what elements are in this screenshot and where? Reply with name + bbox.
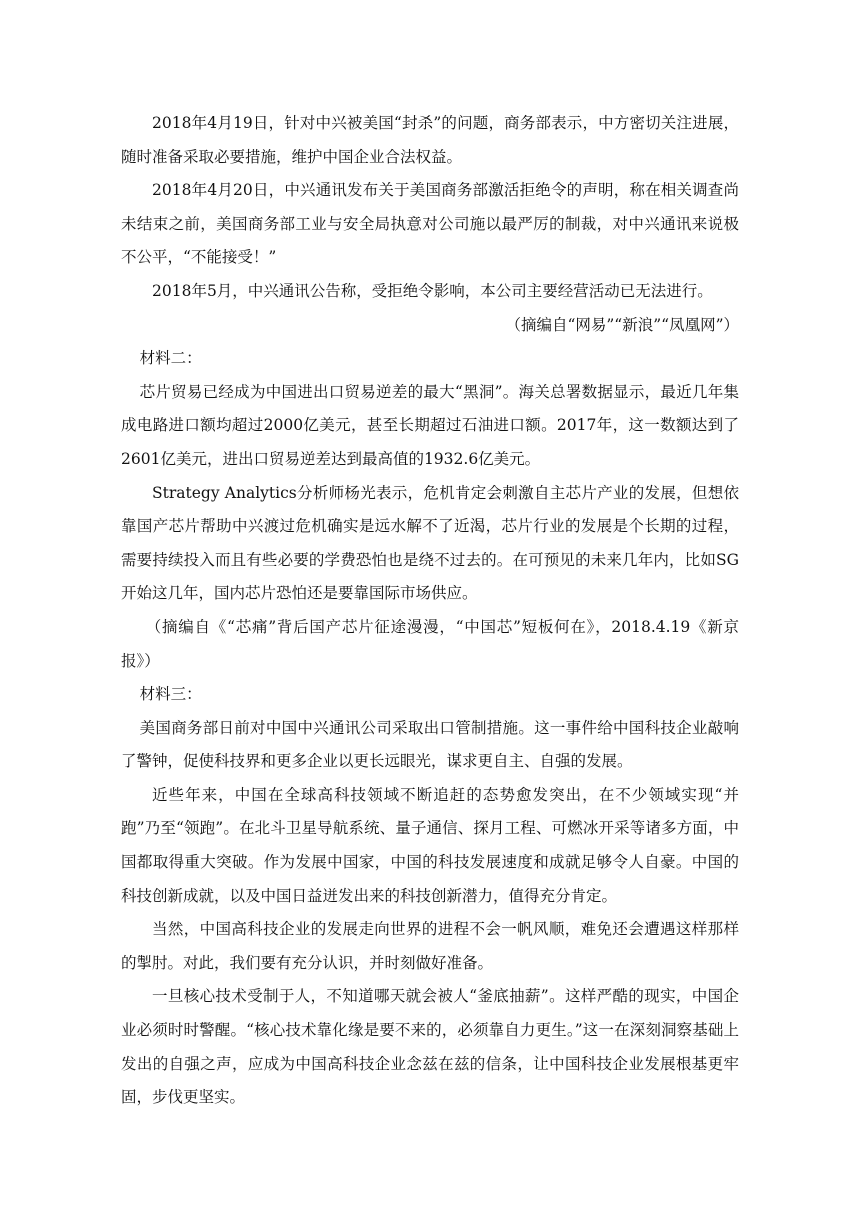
paragraph-1: 2018年4月19日，针对中兴被美国“封杀”的问题，商务部表示，中方密切关注进展，随时准备采取必要措施，维护中国企业合法权益。	[121, 114, 739, 166]
paragraph-9: 一旦核心技术受制于人，不知道哪天就会被人“釜底抽薪”。这样严酷的现实，中国企业必须时时警醒。“核心技术靠化缘是要不来的，必须靠自力更生。”这一在深刻洞察基础上发出的自强之声，应成为中国高科技企业念兹在兹的信条，让中国科技企业发展根基更牢固，步伐更坚实。	[121, 987, 739, 1107]
paragraph-4: 芯片贸易已经成为中国进出口贸易逆差的最大“黑洞”。海关总署数据显示，最近几年集成电路进口额均超过2000亿美元，甚至长期超过石油进口额。2017年，这一数额达到了2601亿美元，进出口贸易逆差达到最高值的1932.6亿美元。	[121, 382, 739, 468]
paragraph-5: Strategy Analytics分析师杨光表示，危机肯定会刺激自主芯片产业的发展，但想依靠国产芯片帮助中兴渡过危机确实是远水解不了近渴，芯片行业的发展是个长期的过程，需要持续投入而且有些必要的学费恐怕也是绕不过去的。在可预见的未来几年内，比如SG开始这几年，国内芯片恐怕还是要靠国际市场供应。	[121, 483, 739, 603]
material-two-heading: 材料二：	[139, 349, 202, 368]
paragraph-2: 2018年4月20日，中兴通讯发布关于美国商务部激活拒绝令的声明，称在相关调查尚未结束之前，美国商务部工业与安全局执意对公司施以最严厉的制裁，对中兴通讯来说极不公平，“不能接受！”	[121, 181, 739, 267]
paragraph-7: 近些年来，中国在全球高科技领域不断追赶的态势愈发突出，在不少领域实现“并跑”乃至“领跑”。在北斗卫星导航系统、量子通信、探月工程、可燃冰开采等诸多方面，中国都取得重大突破。作为发展中国家，中国的科技发展速度和成就足够令人自豪。中国的科技创新成就，以及中国日益迸发出来的科技创新潜力，值得充分肯定。	[121, 785, 739, 905]
source-citation-1: （摘编自“网易”“新浪”“凤凰网”）	[505, 315, 739, 334]
material-three-heading: 材料三：	[139, 685, 202, 704]
paragraph-6: 美国商务部日前对中国中兴通讯公司采取出口管制措施。这一事件给中国科技企业敲响了警钟，促使科技界和更多企业以更长远眼光，谋求更自主、自强的发展。	[121, 718, 739, 771]
paragraph-8: 当然，中国高科技企业的发展走向世界的进程不会一帆风顺，难免还会遭遇这样那样的掣肘。对此，我们要有充分认识，并时刻做好准备。	[121, 920, 739, 972]
paragraph-3: 2018年5月，中兴通讯公告称，受拒绝令影响，本公司主要经营活动已无法进行。	[152, 281, 713, 300]
source-citation-2: （摘编自《“芯痛”背后国产芯片征途漫漫，“中国芯”短板何在》，2018.4.19《新京报》）	[121, 617, 739, 670]
